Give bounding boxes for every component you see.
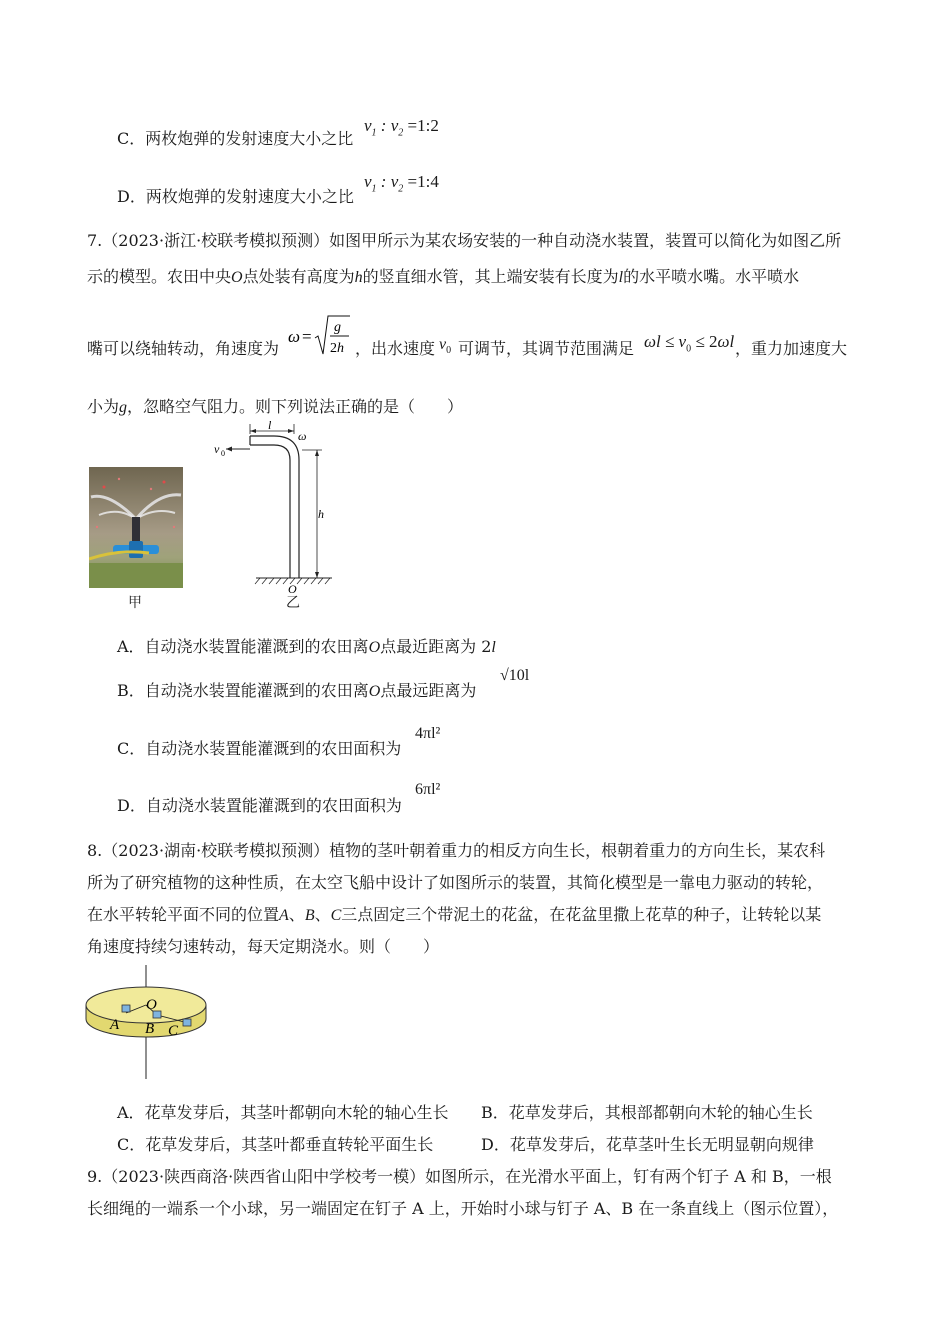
svg-text:B: B	[145, 1021, 155, 1037]
q7-option-c-formula: 4πl²	[415, 725, 441, 742]
svg-text:C: C	[168, 1023, 179, 1039]
q8-option-b: B．花草发芽后，其根部都朝向木轮的轴心生长	[481, 1103, 813, 1122]
svg-text:O: O	[146, 997, 157, 1013]
svg-text:2h: 2h	[330, 341, 344, 356]
svg-text:h: h	[318, 507, 324, 521]
q7-stem-line3a: 嘴可以绕轴转动，角速度为	[87, 339, 280, 358]
q9-stem-line2: 长细绳的一端系一个小球，另一端固定在钉子 A 上，开始时小球与钉子 A、B 在一条直线上（图示位置），	[87, 1199, 839, 1218]
q7-stem-line1: 7.（2023·浙江·校联考模拟预测）如图甲所示为某农场安装的一种自动浇水装置，装置可以简化为如图乙所	[87, 231, 842, 250]
v0-range-formula: $\omega l \le v_0 \le 2\omega l$	[644, 332, 735, 355]
svg-text:ω: ω	[298, 429, 307, 443]
v0-symbol: $v_0$	[439, 336, 452, 357]
svg-text:A: A	[110, 1017, 120, 1033]
q6-option-c-formula: $v_1$ : $v_2$ =1:2	[364, 116, 439, 139]
q8-stem-line4: 角速度持续匀速转动，每天定期浇水。则（ ）	[87, 937, 440, 956]
q7-stem-line3d: ，重力加速度大	[735, 339, 848, 358]
fig-label-jia: 甲	[128, 595, 142, 611]
q9-stem-line1: 9.（2023·陕西商洛·陕西省山阳中学校考一模）如图所示，在光滑水平面上，钉有两个钉子 A 和 B，一根	[87, 1167, 832, 1186]
q7-option-c: C．自动浇水装置能灌溉到的农田面积为	[117, 739, 402, 758]
q8-stem-line3: 在水平转轮平面不同的位置A、B、C三点固定三个带泥土的花盆，在花盆里撒上花草的种子，让转轮以某	[87, 905, 822, 924]
q6-option-d-text: D．两枚炮弹的发射速度大小之比	[117, 187, 354, 206]
q7-stem-line3c: 可调节，其调节范围满足	[458, 339, 635, 358]
q8-option-d: D．花草发芽后，花草茎叶生长无明显朝向规律	[481, 1135, 814, 1154]
sprinkler-photo	[89, 467, 183, 588]
q7-stem-line2: 示的模型。农田中央O点处装有高度为h的竖直细水管，其上端安装有长度为l的水平喷水嘴。水平喷水	[87, 267, 800, 286]
q8-stem-line2: 所为了研究植物的这种性质，在太空飞船中设计了如图所示的装置，其简化模型是一靠电力驱动的转轮，	[87, 873, 824, 892]
fig-label-yi: 乙	[286, 595, 300, 611]
svg-text:ω: ω	[288, 327, 301, 346]
q7-option-b-formula: √10l	[500, 667, 530, 684]
q7-option-b: B．自动浇水装置能灌溉到的农田离O点最远距离为	[117, 681, 477, 700]
svg-text:v: v	[214, 442, 220, 456]
q7-option-a: A．自动浇水装置能灌溉到的农田离O点最近距离为 2l	[117, 637, 496, 656]
svg-text:g: g	[334, 320, 341, 335]
q8-option-c: C．花草发芽后，其茎叶都垂直转轮平面生长	[117, 1135, 434, 1154]
q7-option-d: D．自动浇水装置能灌溉到的农田面积为	[117, 796, 402, 815]
q6-option-d-formula: $v_1$ : $v_2$ =1:4	[364, 172, 439, 195]
svg-text:=: =	[302, 327, 312, 346]
q6-option-c-text: C．两枚炮弹的发射速度大小之比	[117, 129, 354, 148]
q8-stem-line1: 8.（2023·湖南·校联考模拟预测）植物的茎叶朝着重力的相反方向生长，根朝着重力的方向生长，某农科	[87, 841, 826, 860]
sprinkler-diagram	[212, 420, 342, 615]
svg-text:0: 0	[221, 449, 225, 458]
q6-option-c	[117, 128, 353, 150]
q8-option-a: A．花草发芽后，其茎叶都朝向木轮的轴心生长	[117, 1103, 449, 1122]
svg-text:l: l	[268, 420, 272, 432]
q7-stem-line4: 小为g，忽略空气阻力。则下列说法正确的是（ ）	[87, 397, 464, 416]
q7-option-d-formula: 6πl²	[415, 781, 441, 798]
omega-formula	[288, 312, 352, 358]
turntable-diagram	[82, 963, 222, 1081]
svg-text:O: O	[288, 582, 297, 596]
q7-stem-line3b: ，出水速度	[355, 339, 436, 358]
q6-option-d	[117, 186, 354, 208]
